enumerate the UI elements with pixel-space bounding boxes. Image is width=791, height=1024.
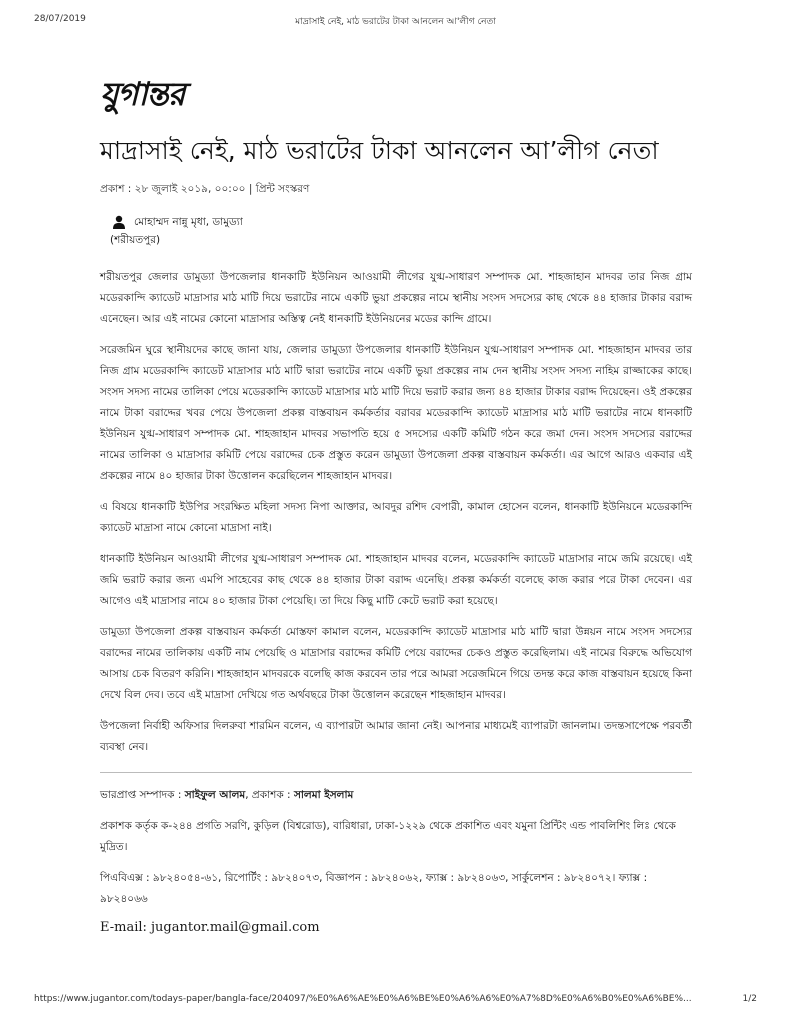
publisher-name: সালমা ইসলাম bbox=[293, 789, 354, 801]
meta-separator: | bbox=[248, 183, 256, 195]
publisher-address: প্রকাশক কর্তৃক ক-২৪৪ প্রগতি সরণি, কুড়িল (বিশ্বরোড), বারিধারা, ঢাকা-১২২৯ থেকে প্রকাশিত এবং যমুনা প্রিন্টিং এন্ড পাবলিশিং লিঃ থেকে মুদ্রিত। bbox=[100, 820, 676, 853]
article-headline: মাদ্রাসাই নেই, মাঠ ভরাটের টাকা আনলেন আ’লীগ নেতা bbox=[100, 136, 659, 165]
print-footer bbox=[34, 994, 757, 1008]
published-date: প্রকাশ : ২৮ জুলাই ২০১৯, ০০:০০ bbox=[100, 183, 246, 195]
print-header bbox=[34, 14, 757, 28]
article-paragraph: সরেজমিন ঘুরে স্থানীয়দের কাছে জানা যায়, জেলার ডামুড্যা উপজেলার ধানকাটি ইউনিয়ন যুগ্ম-সাধারণ সম্পাদক মো. শাহজাহান মাদবর তার নিজ গ্রাম মডেরকান্দি ক্যাডেট মাদ্রাসার মাঠ মাটি দ্বারা ভরাটের নামে একটি ভুয়া প্রকল্পের নাম দেন স্থানীয় সংসদ সদস্য নাহিম রাজ্জাকের কাছে। সংসদ সদস্য নামের তালিকা পেয়ে মডেরকান্দি ক্যাডেট মাদ্রাসার মাঠ মাটি দিয়ে ভরাট করার জন্য ৪৪ হাজার টাকার বরাদ্দ দিয়েছেন। ওই প্রকল্পের নামে টাকা বরাদ্দের খবর পেয়ে উপজেলা প্রকল্প বাস্তবায়ন কর্মকর্তার বরাবর মডেরকান্দি ক্যাডেট মাদ্রাসার মাঠ মাটি ভরাটের নামে ধানকাটি ইউনিয়ন যুগ্ম-সাধারণ সম্পাদক মো. শাহজাহান মাদবর সভাপতি হয়ে ৫ সদস্যের একটি কমিটি গঠন করে জমা দেন। সংসদ সদস্যের বরাদ্দের নামের তালিকা ও মাদ্রাসার কমিটি পেয়ে বরাদ্দের চেক প্রস্তুত করেন ডামুড্যা উপজেলা প্রকল্প বাস্তবায়ন কর্মকর্তা। এর আগে আরও একবার এই প্রকল্পের নামে ৪০ হাজার টাকা উত্তোলন করেছিলেন শাহজাহান মাদবর। bbox=[100, 344, 692, 482]
print-date: 28/07/2019 bbox=[34, 14, 86, 24]
print-edition-link[interactable]: প্রিন্ট সংস্করণ bbox=[255, 183, 310, 195]
author-name: মোহাম্মদ নান্নু মৃধা, ডামুড্যা bbox=[134, 216, 243, 228]
publisher-label: প্রকাশক : bbox=[251, 789, 291, 801]
editor-label: ভারপ্রাপ্ত সম্পাদক : bbox=[100, 789, 182, 801]
byline bbox=[100, 211, 692, 247]
article-paragraph: এ বিষয়ে ধানকাটি ইউপির সংরক্ষিত মহিলা সদস্য নিপা আক্তার, আবদুর রশিদ বেপারী, কামাল হোসেন বলেন, ধানকাটি ইউনিয়নে মডেরকান্দি ক্যাডেট মাদ্রাসা নামে কোনো মাদ্রাসা নাই। bbox=[100, 501, 692, 534]
print-page-number: 1/2 bbox=[742, 994, 757, 1004]
imprint bbox=[100, 785, 692, 935]
article-page bbox=[100, 72, 692, 935]
print-page-title: মাদ্রাসাই নেই, মাঠ ভরাটের টাকা আনলেন আ'লীগ নেতা bbox=[295, 17, 496, 27]
newspaper-logo[interactable]: যুগান্তর bbox=[100, 75, 185, 113]
footer-divider bbox=[100, 772, 692, 773]
contact-email[interactable]: E-mail: jugantor.mail@gmail.com bbox=[100, 920, 320, 935]
article-paragraph: ডামুড্যা উপজেলা প্রকল্প বাস্তবায়ন কর্মকর্তা মোস্তফা কামাল বলেন, মডেরকান্দি ক্যাডেট মাদ্রাসার মাঠ মাটি দ্বারা উন্নয়ন নামে সংসদ সদস্যের বরাদ্দের নামের তালিকায় একটি নাম পেয়েছি ও মাদ্রাসার বরাদ্দের কমিটি পেয়ে বরাদ্দের চেকও প্রস্তুত করেছিলাম। এই নামের বিরুদ্ধে অভিযোগ আসায় চেক বিতরণ করিনি। শাহজাহান মাদবরকে বলেছি কাজ করবেন তার পরে আমরা সরেজমিনে গিয়ে তদন্ত করে কাজ বাস্তবায়ন হয়েছে কিনা দেখে বিল দেব। তবে এই মাদ্রাসা দেখিয়ে গত অর্থবছরে টাকা উত্তোলন করেছেন শাহজাহান মাদবর। bbox=[100, 626, 692, 701]
contact-phones: পিএবিএক্স : ৯৮২৪০৫৪-৬১, রিপোর্টিং : ৯৮২৪০৭৩, বিজ্ঞাপন : ৯৮২৪০৬২, ফ্যাক্স : ৯৮২৪০৬৩, সার্কুলেশন : ৯৮২৪০৭২। ফ্যাক্স : ৯৮২৪০৬৬ bbox=[100, 872, 648, 905]
article-body bbox=[100, 267, 692, 758]
article-meta bbox=[100, 182, 692, 199]
article-paragraph: উপজেলা নির্বাহী অফিসার দিলরুবা শারমিন বলেন, এ ব্যাপারটা আমার জানা নেই। আপনার মাধ্যমেই ব্যাপারটা জানলাম। তদন্তসাপেক্ষে পরবর্তী ব্যবস্থা নেব। bbox=[100, 720, 692, 753]
article-paragraph: শরীয়তপুর জেলার ডামুড্যা উপজেলার ধানকাটি ইউনিয়ন আওয়ামী লীগের যুগ্ম-সাধারণ সম্পাদক মো. শাহজাহান মাদবর তার নিজ গ্রাম মডেরকান্দি ক্যাডেট মাদ্রাসার মাঠ মাটি দিয়ে ভরাটের নামে একটি ভুয়া প্রকল্পের নামে স্থানীয় সংসদ সদস্যের কাছ থেকে ৪৪ হাজার টাকার বরাদ্দ এনেছেন। আর এই নামের কোনো মাদ্রাসার অস্তিত্ব নেই ধানকাটি ইউনিয়নের মডের কান্দি গ্রামে। bbox=[100, 271, 692, 325]
editor-publisher-line: ভারপ্রাপ্ত সম্পাদক : সাইফুল আলম, প্রকাশক : সালমা ইসলাম bbox=[100, 789, 354, 801]
editor-name: সাইফুল আলম bbox=[184, 789, 246, 801]
user-icon bbox=[112, 215, 126, 229]
author-location: (শরীয়তপুর) bbox=[110, 234, 161, 246]
article-paragraph: ধানকাটি ইউনিয়ন আওয়ামী লীগের যুগ্ম-সাধারণ সম্পাদক মো. শাহজাহান মাদবর বলেন, মডেরকান্দি ক্যাডেট মাদ্রাসার নামে জমি রয়েছে। এই জমি ভরাট করার জন্য এমপি সাহেবের কাছ থেকে ৪৪ হাজার টাকা বরাদ্দ এনেছি। প্রকল্প কর্মকর্তা বলেছে কাজ করার পরে টাকা দেবেন। এর আগেও এই মাদ্রাসার নামে ৪০ হাজার টাকা পেয়েছি। তা দিয়ে কিছু মাটি কেটে ভরাট করা হয়েছে। bbox=[100, 553, 692, 607]
print-url[interactable]: https://www.jugantor.com/todays-paper/bangla-face/204097/%E0%A6%AE%E0%A6%BE%E0%A6%A6%E0%A7%8D%E0%A6%B0%E0%A6%BE%... bbox=[34, 994, 692, 1004]
